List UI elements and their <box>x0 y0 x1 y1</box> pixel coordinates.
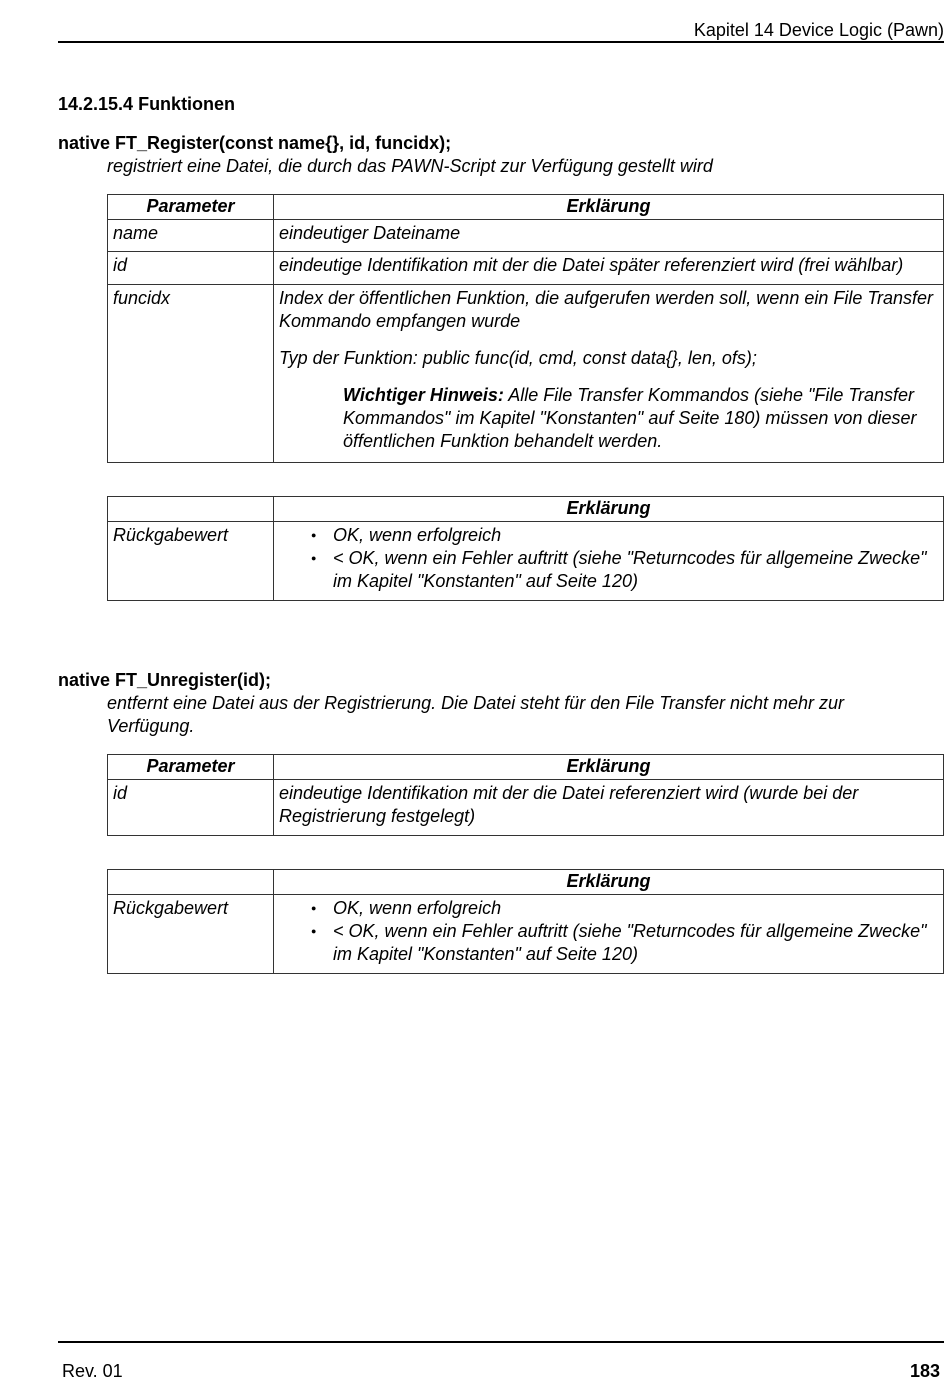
table-row <box>108 220 944 252</box>
table-header-row <box>108 497 944 522</box>
column-header-empty <box>108 870 274 895</box>
function-signature-ft-register: native FT_Register(const name{}, id, funcidx); <box>58 133 452 153</box>
parameter-table-ft-register <box>107 194 944 463</box>
param-desc-cell <box>274 285 944 463</box>
return-label: Rückgabewert <box>108 522 274 601</box>
column-header-empty <box>108 497 274 522</box>
table-row <box>108 252 944 285</box>
function-description-ft-unregister: entfernt eine Datei aus der Registrierung. Die Datei steht für den File Transfer nicht mehr zur Verfügung. <box>107 693 845 736</box>
return-label: Rückgabewert <box>108 895 274 974</box>
param-name: funcidx <box>108 285 274 463</box>
column-header-parameter: Parameter <box>108 195 274 220</box>
param-desc: eindeutige Identifikation mit der die Datei später referenziert wird (frei wählbar) <box>274 252 944 285</box>
table-row <box>108 522 944 601</box>
page-header <box>58 18 944 43</box>
important-note <box>343 384 938 453</box>
table-header-row <box>108 195 944 220</box>
table-row <box>108 895 944 974</box>
table-header-row <box>108 755 944 780</box>
return-list <box>311 897 938 966</box>
return-table-ft-unregister <box>107 869 944 974</box>
column-header-explanation: Erklärung <box>274 870 944 895</box>
table-header-row <box>108 870 944 895</box>
page-number: 183 <box>909 1361 940 1379</box>
page-footer <box>58 1341 944 1377</box>
chapter-title: Kapitel 14 Device Logic (Pawn) <box>693 20 944 40</box>
revision-label: Rev. 01 <box>62 1361 123 1379</box>
column-header-explanation: Erklärung <box>274 755 944 780</box>
function-description-ft-register: registriert eine Datei, die durch das PAWN-Script zur Verfügung gestellt wird <box>107 156 713 176</box>
return-table-ft-register <box>107 496 944 601</box>
note-label: Wichtiger Hinweis: <box>343 385 504 405</box>
table-row <box>108 780 944 836</box>
return-desc-cell <box>274 522 944 601</box>
param-desc: eindeutiger Dateiname <box>274 220 944 252</box>
param-desc: eindeutige Identifikation mit der die Datei referenziert wird (wurde bei der Registrierung festgelegt) <box>274 780 944 836</box>
return-list <box>311 524 938 593</box>
parameter-table-ft-unregister <box>107 754 944 836</box>
column-header-explanation: Erklärung <box>274 497 944 522</box>
param-name: id <box>108 252 274 285</box>
param-desc: Index der öffentlichen Funktion, die aufgerufen werden soll, wenn ein File Transfer Kommando empfangen wurde <box>279 288 934 331</box>
section-title: 14.2.15.4 Funktionen <box>58 94 236 114</box>
column-header-explanation: Erklärung <box>274 195 944 220</box>
list-item: ● OK, wenn erfolgreich <box>311 897 938 920</box>
return-desc-cell <box>274 895 944 974</box>
list-item: ● < OK, wenn ein Fehler auftritt (siehe "Returncodes für allgemeine Zwecke" im Kapitel "Konstanten" auf Seite 120) <box>311 547 938 593</box>
list-item: ● < OK, wenn ein Fehler auftritt (siehe "Returncodes für allgemeine Zwecke" im Kapitel "Konstanten" auf Seite 120) <box>311 920 938 966</box>
function-type: Typ der Funktion: public func(id, cmd, const data{}, len, ofs); <box>279 348 757 368</box>
function-signature-ft-unregister: native FT_Unregister(id); <box>58 670 272 690</box>
param-name: id <box>108 780 274 836</box>
note-text: Alle File Transfer Kommandos (siehe "File Transfer Kommandos" im Kapitel "Konstanten" auf Seite 180) müssen von dieser öffentlichen Funktion behandelt werden. <box>343 385 917 451</box>
column-header-parameter: Parameter <box>108 755 274 780</box>
list-item: ● OK, wenn erfolgreich <box>311 524 938 547</box>
table-row <box>108 285 944 463</box>
param-name: name <box>108 220 274 252</box>
